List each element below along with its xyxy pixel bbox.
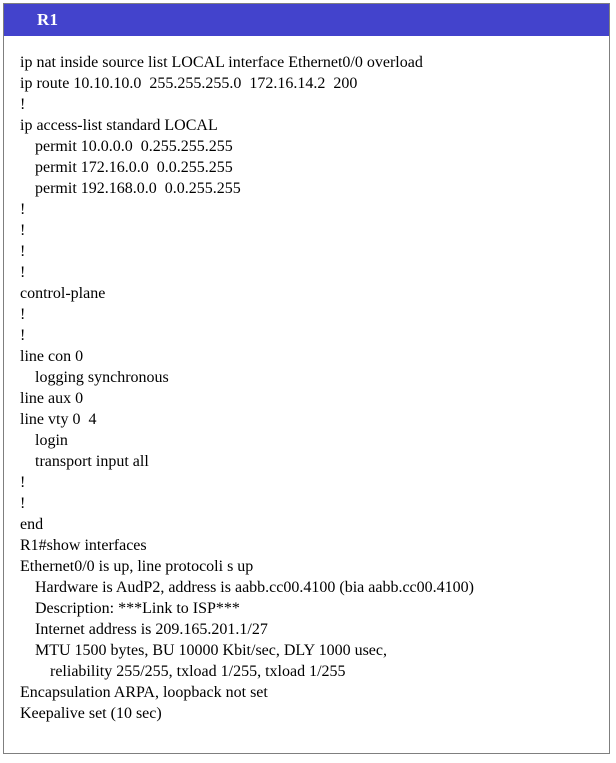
config-line: ip access-list standard LOCAL xyxy=(20,117,218,134)
title-bar xyxy=(4,4,609,36)
device-title: R1 xyxy=(37,10,59,29)
config-line: logging synchronous xyxy=(35,369,169,386)
config-line: permit 10.0.0.0 0.255.255.255 xyxy=(35,138,233,155)
config-separator: ! xyxy=(20,243,26,260)
config-line: line con 0 xyxy=(20,348,84,365)
config-line: end xyxy=(20,516,44,533)
config-line: transport input all xyxy=(35,453,149,470)
config-line: reliability 255/255, txload 1/255, txload 1/255 xyxy=(50,663,346,680)
config-line: Keepalive set (10 sec) xyxy=(20,705,162,722)
config-line: line aux 0 xyxy=(20,390,84,407)
config-line: R1#show interfaces xyxy=(20,537,147,554)
config-separator: ! xyxy=(20,306,26,323)
config-line: Ethernet0/0 is up, line protocoli s up xyxy=(20,558,254,575)
config-separator: ! xyxy=(20,264,26,281)
router-config-panel xyxy=(3,3,610,754)
config-line: Internet address is 209.165.201.1/27 xyxy=(35,621,268,638)
config-separator: ! xyxy=(20,474,26,491)
config-line: permit 172.16.0.0 0.0.255.255 xyxy=(35,159,233,176)
config-separator: ! xyxy=(20,327,26,344)
config-line: Encapsulation ARPA, loopback not set xyxy=(20,684,268,701)
config-line: line vty 0 4 xyxy=(20,411,97,428)
config-line: Hardware is AudP2, address is aabb.cc00.4100 (bia aabb.cc00.4100) xyxy=(35,579,474,596)
config-output xyxy=(20,52,601,724)
config-line: MTU 1500 bytes, BU 10000 Kbit/sec, DLY 1000 usec, xyxy=(35,642,387,659)
config-separator: ! xyxy=(20,96,26,113)
config-line: ip route 10.10.10.0 255.255.255.0 172.16.14.2 200 xyxy=(20,75,358,92)
config-line: login xyxy=(35,432,68,449)
config-line: Description: ***Link to ISP*** xyxy=(35,600,240,617)
config-line: control-plane xyxy=(20,285,106,302)
config-separator: ! xyxy=(20,222,26,239)
config-line: ip nat inside source list LOCAL interface Ethernet0/0 overload xyxy=(20,54,423,71)
config-separator: ! xyxy=(20,201,26,218)
config-separator: ! xyxy=(20,495,26,512)
config-line: permit 192.168.0.0 0.0.255.255 xyxy=(35,180,241,197)
